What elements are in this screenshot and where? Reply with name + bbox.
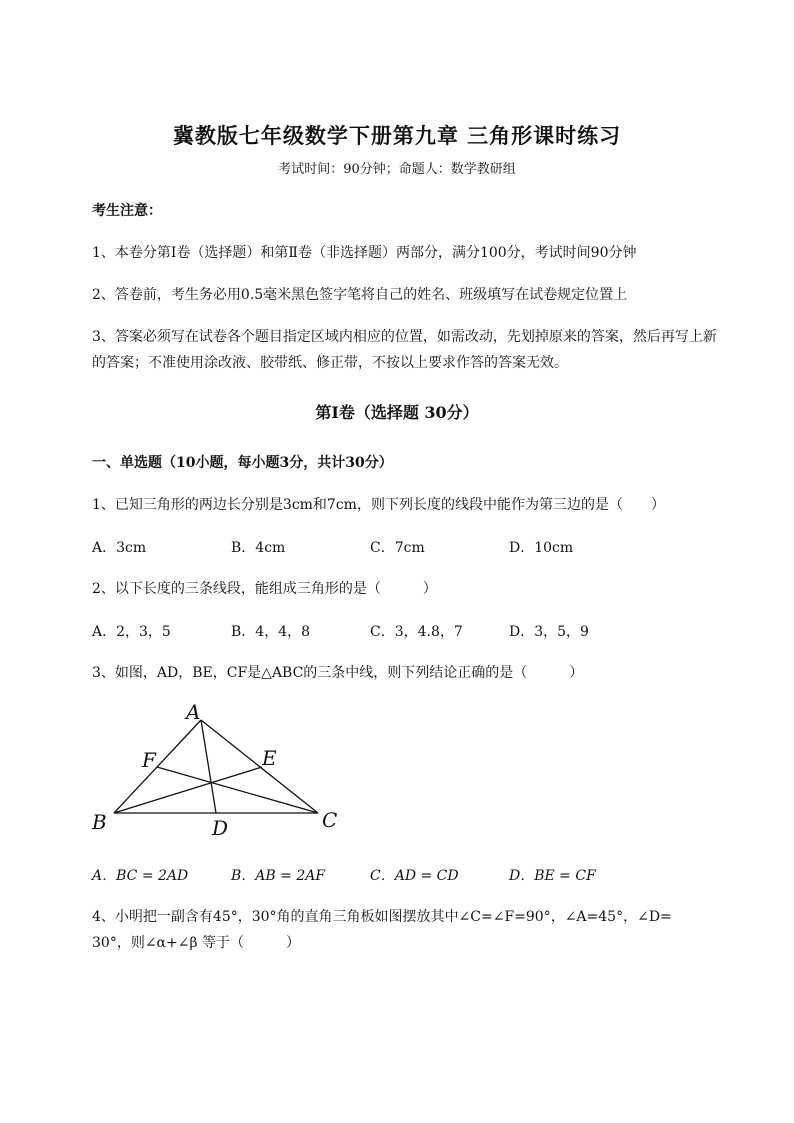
page-subtitle: 考试时间：90分钟；命题人：数学教研组 (278, 162, 516, 177)
label-c: C (322, 808, 338, 832)
question-1-stem: 1、已知三角形的两边长分别是3cm和7cm，则下列长度的线段中能作为第三边的是（ ） (92, 497, 665, 513)
page-title: 冀教版七年级数学下册第九章 三角形课时练习 (172, 123, 622, 148)
question-1-option-d[interactable]: D．10cm (509, 540, 574, 556)
question-4-stem-line2: 30°，则∠α+∠β 等于（ ） (92, 935, 301, 951)
part-heading: 一、单选题（10小题，每小题3分，共计30分） (92, 455, 393, 471)
triangle-figure (86, 695, 356, 845)
question-2-option-a[interactable]: A．2，3，5 (92, 624, 171, 640)
median-cf (157, 767, 318, 813)
question-3-stem: 3、如图，AD，BE，CF是△ABC的三条中线，则下列结论正确的是（ ） (92, 665, 584, 681)
question-3-option-a[interactable]: A．BC = 2AD (92, 868, 189, 884)
question-2-option-b[interactable]: B．4，4，8 (231, 624, 311, 640)
label-b: B (92, 810, 107, 834)
notice-item-3: 3、答案必须写在试卷各个题目指定区域内相应的位置，如需改动，先划掉原来的答案，然后再写上新 (92, 329, 717, 345)
question-1-option-a[interactable]: A．3cm (92, 540, 147, 556)
question-3-option-d[interactable]: D．BE = CF (509, 868, 596, 884)
label-a: A (186, 700, 201, 724)
question-2-stem: 2、以下长度的三条线段，能组成三角形的是（ ） (92, 581, 437, 597)
median-ad (201, 720, 216, 813)
notice-heading: 考生注意： (92, 203, 162, 219)
notice-item-1: 1、本卷分第Ⅰ卷（选择题）和第Ⅱ卷（非选择题）两部分，满分100分，考试时间90分钟 (92, 245, 637, 261)
notice-item-2: 2、答卷前，考生务必用0.5毫米黑色签字笔将自己的姓名、班级填写在试卷规定位置上 (92, 287, 628, 303)
label-d: D (212, 816, 229, 840)
question-2-option-c[interactable]: C．3，4.8，7 (370, 624, 463, 640)
question-3-option-c[interactable]: C．AD = CD (370, 868, 459, 884)
label-f: F (142, 748, 156, 772)
notice-item-3-cont: 的答案；不准使用涂改液、胶带纸、修正带，不按以上要求作答的答案无效。 (92, 355, 568, 371)
question-3-option-b[interactable]: B．AB = 2AF (231, 868, 326, 884)
question-2-option-d[interactable]: D．3，5，9 (509, 624, 589, 640)
question-1-option-b[interactable]: B．4cm (231, 540, 286, 556)
section-title: 第Ⅰ卷（选择题 30分） (315, 403, 479, 422)
question-4-stem-line1: 4、小明把一副含有45°，30°角的直角三角板如图摆放其中∠C=∠F=90°，∠A=45°，∠D= (92, 909, 672, 925)
label-e: E (262, 746, 277, 770)
question-1-option-c[interactable]: C．7cm (370, 540, 425, 556)
side-ac (201, 720, 318, 813)
